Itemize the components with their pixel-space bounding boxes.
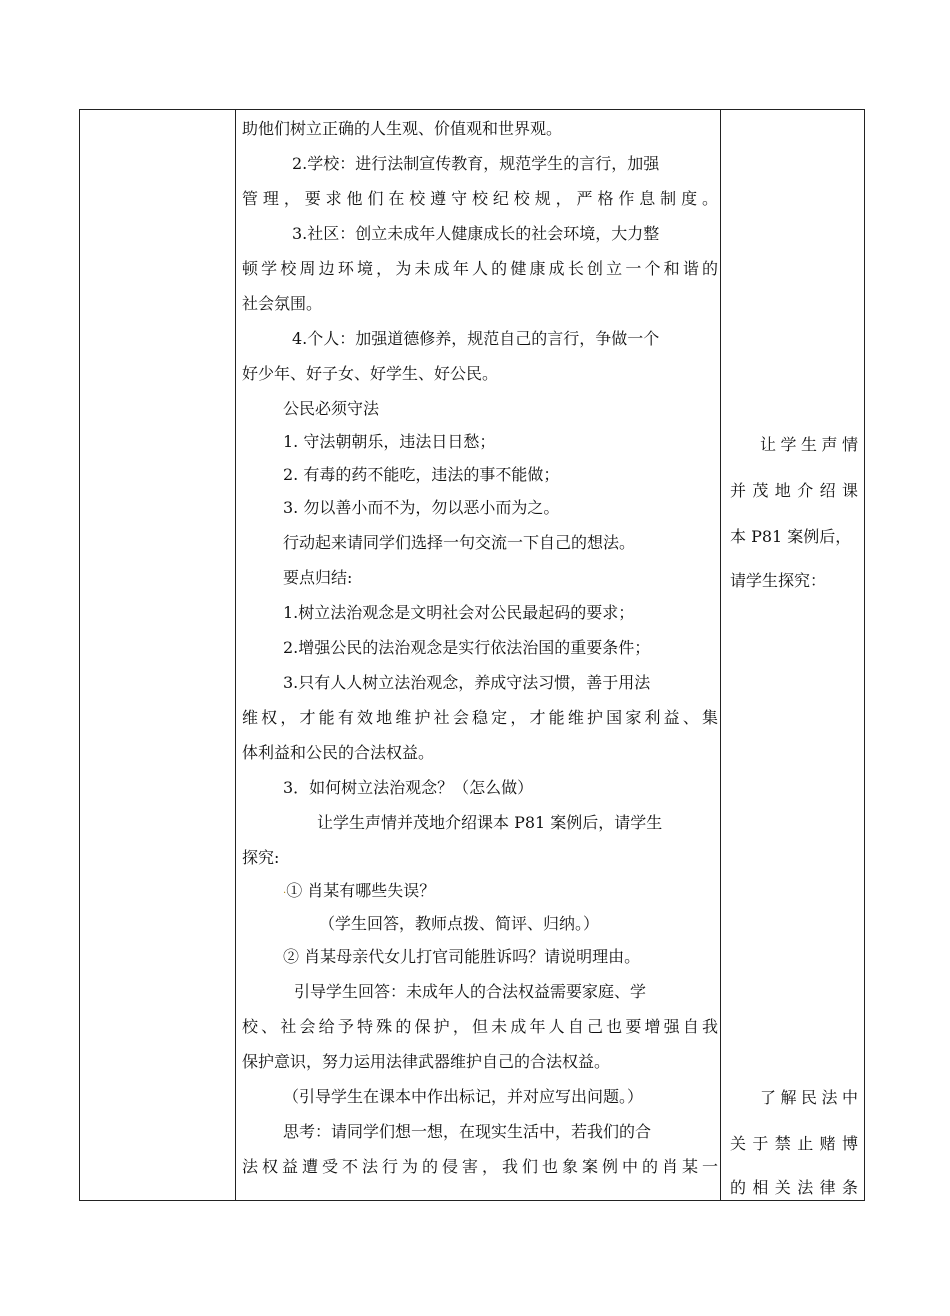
content-line: 保护意识，努力运用法律武器维护自己的合法权益。 <box>242 1052 611 1071</box>
content-line: 3.社区：创立未成年人健康成长的社会环境，大力整 <box>292 224 660 243</box>
intent-line: 并茂地介绍课 <box>730 481 858 500</box>
section-heading: 3．如何树立法治观念？（怎么做） <box>283 778 534 797</box>
content-line: 管理，要求他们在校遵守校纪校规，严格作息制度。 <box>242 189 718 208</box>
content-line: 法权益遭受不法行为的侵害，我们也象案例中的肖某一 <box>242 1157 718 1176</box>
intent-line: 的相关法律条 <box>730 1178 858 1197</box>
content-line: 2.学校：进行法制宣传教育，规范学生的言行，加强 <box>292 154 660 173</box>
intent-line: 请学生探究： <box>730 571 827 590</box>
content-line: 维权，才能有效地维护社会稳定，才能维护国家利益、集 <box>242 708 718 727</box>
question-item <box>283 880 435 905</box>
intent-line: 了解民法中 <box>760 1088 858 1107</box>
column-divider-right <box>720 110 721 1200</box>
content-line: 校、社会给予特殊的保护，但未成年人自己也要增强自我 <box>242 1017 718 1036</box>
edit-mark-icon: · <box>283 888 287 899</box>
intent-line: 让学生声情 <box>760 435 858 454</box>
list-item: 2.增强公民的法治观念是实行依法治国的重要条件； <box>283 638 651 657</box>
list-item: 2. 有毒的药不能吃，违法的事不能做； <box>283 465 560 484</box>
list-item: 3. 勿以善小而不为，勿以恶小而为之。 <box>283 498 560 517</box>
content-line: （学生回答，教师点拨、简评、归纳。） <box>319 914 600 933</box>
content-line: 助他们树立正确的人生观、价值观和世界观。 <box>242 119 563 138</box>
content-line: 让学生声情并茂地介绍课本 P81 案例后，请学生 <box>317 813 663 832</box>
section-heading: 要点归结: <box>283 568 353 587</box>
content-line: 引导学生回答：未成年人的合法权益需要家庭、学 <box>294 982 647 1001</box>
content-line: 思考：请同学们想一想，在现实生活中，若我们的合 <box>283 1122 652 1141</box>
content-line: 4.个人：加强道德修养，规范自己的言行，争做一个 <box>292 329 660 348</box>
content-line: 顿学校周边环境，为未成年人的健康成长创立一个和谐的 <box>242 259 718 278</box>
question-text: ① 肖某有哪些失误？ <box>286 881 436 900</box>
content-line: 行动起来请同学们选择一句交流一下自己的想法。 <box>283 533 636 552</box>
content-line: 体利益和公民的合法权益。 <box>242 743 435 762</box>
content-line: 探究: <box>242 848 280 867</box>
list-item: 1.树立法治观念是文明社会对公民最起码的要求； <box>283 603 635 622</box>
content-line: 好少年、好子女、好学生、好公民。 <box>242 364 499 383</box>
column-divider-left <box>235 110 236 1200</box>
content-line: 社会氛围。 <box>242 294 323 313</box>
intent-line: 关于禁止赌博 <box>730 1134 858 1153</box>
list-item: 3.只有人人树立法治观念，养成守法习惯，善于用法 <box>283 673 651 692</box>
lesson-table <box>79 109 865 1201</box>
section-heading: 公民必须守法 <box>283 399 380 418</box>
question-item: ② 肖某母亲代女儿打官司能胜诉吗？请说明理由。 <box>283 947 641 966</box>
content-line: （引导学生在课本中作出标记，并对应写出问题。） <box>283 1087 644 1106</box>
list-item: 1. 守法朝朝乐，违法日日愁； <box>283 432 496 451</box>
intent-line: 本 P81 案例后， <box>730 527 852 546</box>
